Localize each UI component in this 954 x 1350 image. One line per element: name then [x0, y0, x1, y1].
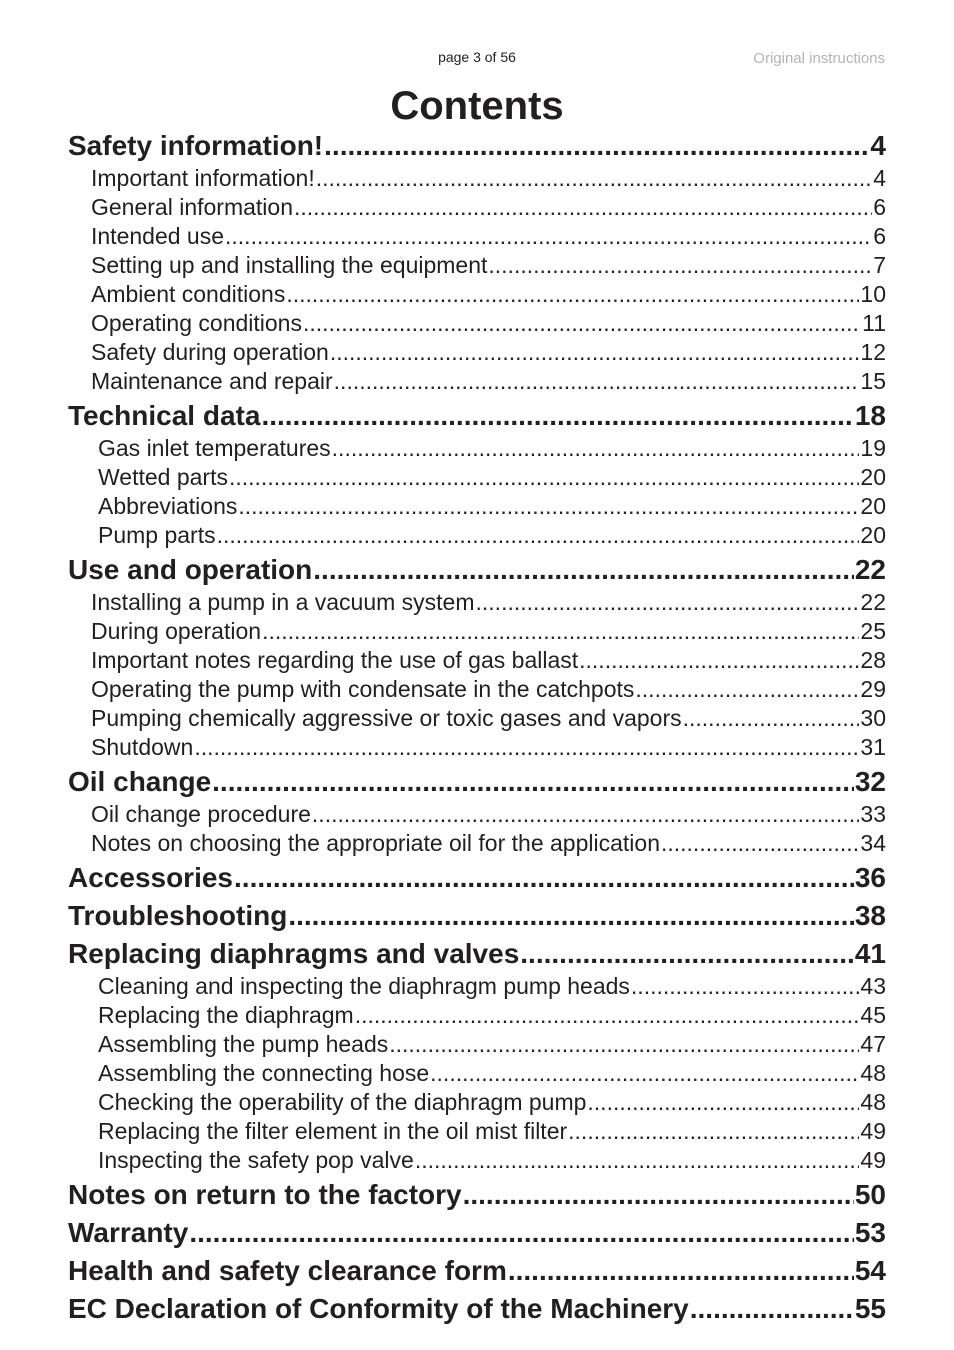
toc-dot-leader [488, 251, 872, 280]
toc-page-number: 12 [860, 339, 886, 365]
toc-entry-title: Wetted parts [98, 464, 228, 490]
toc-dot-leader [286, 280, 859, 309]
toc-entry-title: Operating conditions [91, 310, 302, 336]
toc-section-entry[interactable] [68, 897, 886, 934]
toc-page-number: 7 [873, 252, 886, 278]
toc-page-number: 41 [854, 938, 886, 969]
toc-subsection-entry[interactable] [68, 617, 886, 646]
toc-subsection-entry[interactable] [68, 1059, 886, 1088]
toc-dot-leader [579, 646, 859, 675]
toc-entry-title: Assembling the pump heads [98, 1031, 389, 1057]
toc-entry-title: Warranty [68, 1217, 189, 1248]
toc-page-number: 11 [862, 310, 886, 336]
toc-entry-title: Important notes regarding the use of gas ballast [91, 647, 579, 673]
toc-dot-leader [476, 588, 860, 617]
toc-entry-title: Setting up and installing the equipment [91, 252, 488, 278]
toc-entry-title: Notes on choosing the appropriate oil for the application [91, 830, 660, 856]
toc-subsection-entry[interactable] [68, 1117, 886, 1146]
toc-dot-leader [355, 1001, 860, 1030]
toc-subsection-entry[interactable] [68, 588, 886, 617]
toc-page-number: 19 [860, 435, 886, 461]
page-title: Contents [390, 84, 564, 128]
toc-section-entry[interactable] [68, 1290, 886, 1327]
toc-dot-leader [330, 338, 860, 367]
toc-subsection-entry[interactable] [68, 675, 886, 704]
toc-section-entry[interactable] [68, 935, 886, 972]
toc-section-entry[interactable] [68, 1176, 886, 1213]
toc-page-number: 31 [860, 734, 886, 760]
toc-dot-leader [389, 1030, 859, 1059]
toc-dot-leader [463, 1176, 854, 1213]
toc-page-number: 47 [860, 1031, 886, 1057]
toc-page-number: 20 [860, 493, 886, 519]
toc-page-number: 54 [854, 1255, 886, 1286]
toc-entry-title: Abbreviations [98, 493, 238, 519]
toc-page-number: 4 [873, 165, 886, 191]
toc-subsection-entry[interactable] [68, 1030, 886, 1059]
toc-dot-leader [631, 972, 859, 1001]
toc-dot-leader [212, 763, 854, 800]
toc-subsection-entry[interactable] [68, 193, 886, 222]
toc-entry-title: During operation [91, 618, 262, 644]
toc-page-number: 10 [860, 281, 886, 307]
toc-dot-leader [568, 1117, 859, 1146]
toc-dot-leader [234, 859, 854, 896]
toc-entry-title: Replacing diaphragms and valves [68, 938, 520, 969]
toc-page-number: 18 [854, 400, 886, 431]
toc-entry-title: Safety during operation [91, 339, 329, 365]
toc-entry-title: Troubleshooting [68, 900, 288, 931]
toc-dot-leader [225, 222, 872, 251]
toc-page-number: 53 [854, 1217, 886, 1248]
toc-subsection-entry[interactable] [68, 222, 886, 251]
toc-page-number: 15 [860, 368, 886, 394]
toc-subsection-entry[interactable] [68, 521, 886, 550]
toc-dot-leader [430, 1059, 859, 1088]
toc-subsection-entry[interactable] [68, 1001, 886, 1030]
toc-entry-title: Pumping chemically aggressive or toxic gases and vapors [91, 705, 682, 731]
toc-page-number: 49 [860, 1147, 886, 1173]
toc-subsection-entry[interactable] [68, 367, 886, 396]
toc-entry-title: Shutdown [91, 734, 194, 760]
toc-subsection-entry[interactable] [68, 1088, 886, 1117]
toc-subsection-entry[interactable] [68, 434, 886, 463]
toc-subsection-entry[interactable] [68, 280, 886, 309]
toc-dot-leader [316, 164, 872, 193]
toc-page-number: 29 [860, 676, 886, 702]
toc-entry-title: Oil change procedure [91, 801, 311, 827]
toc-subsection-entry[interactable] [68, 972, 886, 1001]
toc-entry-title: Health and safety clearance form [68, 1255, 507, 1286]
toc-page-number: 48 [860, 1060, 886, 1086]
toc-entry-title: Pump parts [98, 522, 216, 548]
toc-page-number: 6 [873, 194, 886, 220]
toc-dot-leader [661, 829, 859, 858]
toc-dot-leader [288, 897, 854, 934]
toc-entry-title: Checking the operability of the diaphragm pump [98, 1089, 587, 1115]
table-of-contents [68, 127, 886, 1327]
toc-entry-title: Important information! [91, 165, 315, 191]
toc-subsection-entry[interactable] [68, 646, 886, 675]
toc-entry-title: Assembling the connecting hose [98, 1060, 430, 1086]
toc-page-number: 20 [860, 464, 886, 490]
toc-page-number: 45 [860, 1002, 886, 1028]
toc-page-number: 38 [854, 900, 886, 931]
toc-dot-leader [189, 1214, 854, 1251]
toc-page-number: 50 [854, 1179, 886, 1210]
toc-page-number: 34 [860, 830, 886, 856]
toc-entry-title: Installing a pump in a vacuum system [91, 589, 475, 615]
toc-page-number: 48 [860, 1089, 886, 1115]
toc-section-entry[interactable] [68, 1252, 886, 1289]
toc-subsection-entry[interactable] [68, 733, 886, 762]
toc-page-number: 28 [860, 647, 886, 673]
toc-dot-leader [261, 397, 853, 434]
toc-page-number: 36 [854, 862, 886, 893]
toc-section-entry[interactable] [68, 551, 886, 588]
toc-page-number: 22 [854, 554, 886, 585]
toc-page-number: 20 [860, 522, 886, 548]
toc-entry-title: Notes on return to the factory [68, 1179, 462, 1210]
toc-section-entry[interactable] [68, 763, 886, 800]
toc-subsection-entry[interactable] [68, 829, 886, 858]
toc-dot-leader [587, 1088, 859, 1117]
toc-entry-title: Maintenance and repair [91, 368, 333, 394]
toc-dot-leader [294, 193, 872, 222]
toc-entry-title: Safety information! [68, 130, 324, 161]
toc-entry-title: Replacing the diaphragm [98, 1002, 354, 1028]
toc-dot-leader [635, 675, 859, 704]
toc-dot-leader [520, 935, 854, 972]
toc-entry-title: Oil change [68, 766, 212, 797]
toc-dot-leader [683, 704, 860, 733]
toc-page-number: 33 [860, 801, 886, 827]
toc-entry-title: Accessories [68, 862, 234, 893]
toc-entry-title: Cleaning and inspecting the diaphragm pump heads [98, 973, 630, 999]
original-instructions-note: Original instructions [753, 50, 885, 67]
toc-subsection-entry[interactable] [68, 338, 886, 367]
toc-subsection-entry[interactable] [68, 1146, 886, 1175]
toc-dot-leader [312, 800, 859, 829]
toc-page-number: 55 [854, 1293, 886, 1324]
toc-dot-leader [217, 521, 860, 550]
toc-dot-leader [194, 733, 859, 762]
toc-subsection-entry[interactable] [68, 704, 886, 733]
toc-dot-leader [303, 309, 861, 338]
toc-section-entry[interactable] [68, 1214, 886, 1251]
toc-dot-leader [508, 1252, 854, 1289]
page-number: page 3 of 56 [438, 49, 516, 65]
toc-page-number: 22 [860, 589, 886, 615]
toc-entry-title: EC Declaration of Conformity of the Machinery [68, 1293, 689, 1324]
toc-entry-title: General information [91, 194, 293, 220]
toc-page-number: 49 [860, 1118, 886, 1144]
toc-page-number: 4 [870, 130, 886, 161]
toc-dot-leader [229, 463, 859, 492]
toc-entry-title: Gas inlet temperatures [98, 435, 331, 461]
toc-page-number: 30 [860, 705, 886, 731]
toc-entry-title: Intended use [91, 223, 225, 249]
toc-page-number: 43 [860, 973, 886, 999]
toc-entry-title: Inspecting the safety pop valve [98, 1147, 414, 1173]
toc-page-number: 32 [854, 766, 886, 797]
toc-section-entry[interactable] [68, 127, 886, 164]
toc-dot-leader [238, 492, 859, 521]
toc-page-number: 6 [873, 223, 886, 249]
toc-entry-title: Use and operation [68, 554, 313, 585]
toc-entry-title: Operating the pump with condensate in the catchpots [91, 676, 635, 702]
toc-section-entry[interactable] [68, 397, 886, 434]
toc-subsection-entry[interactable] [68, 164, 886, 193]
toc-entry-title: Technical data [68, 400, 261, 431]
toc-dot-leader [332, 434, 860, 463]
toc-subsection-entry[interactable] [68, 251, 886, 280]
toc-entry-title: Ambient conditions [91, 281, 286, 307]
toc-subsection-entry[interactable] [68, 492, 886, 521]
toc-dot-leader [262, 617, 859, 646]
toc-dot-leader [690, 1290, 854, 1327]
toc-dot-leader [334, 367, 860, 396]
toc-dot-leader [313, 551, 854, 588]
toc-dot-leader [415, 1146, 860, 1175]
toc-subsection-entry[interactable] [68, 463, 886, 492]
toc-entry-title: Replacing the filter element in the oil mist filter [98, 1118, 568, 1144]
toc-subsection-entry[interactable] [68, 309, 886, 338]
toc-section-entry[interactable] [68, 859, 886, 896]
toc-subsection-entry[interactable] [68, 800, 886, 829]
toc-dot-leader [324, 127, 869, 164]
toc-page-number: 25 [860, 618, 886, 644]
